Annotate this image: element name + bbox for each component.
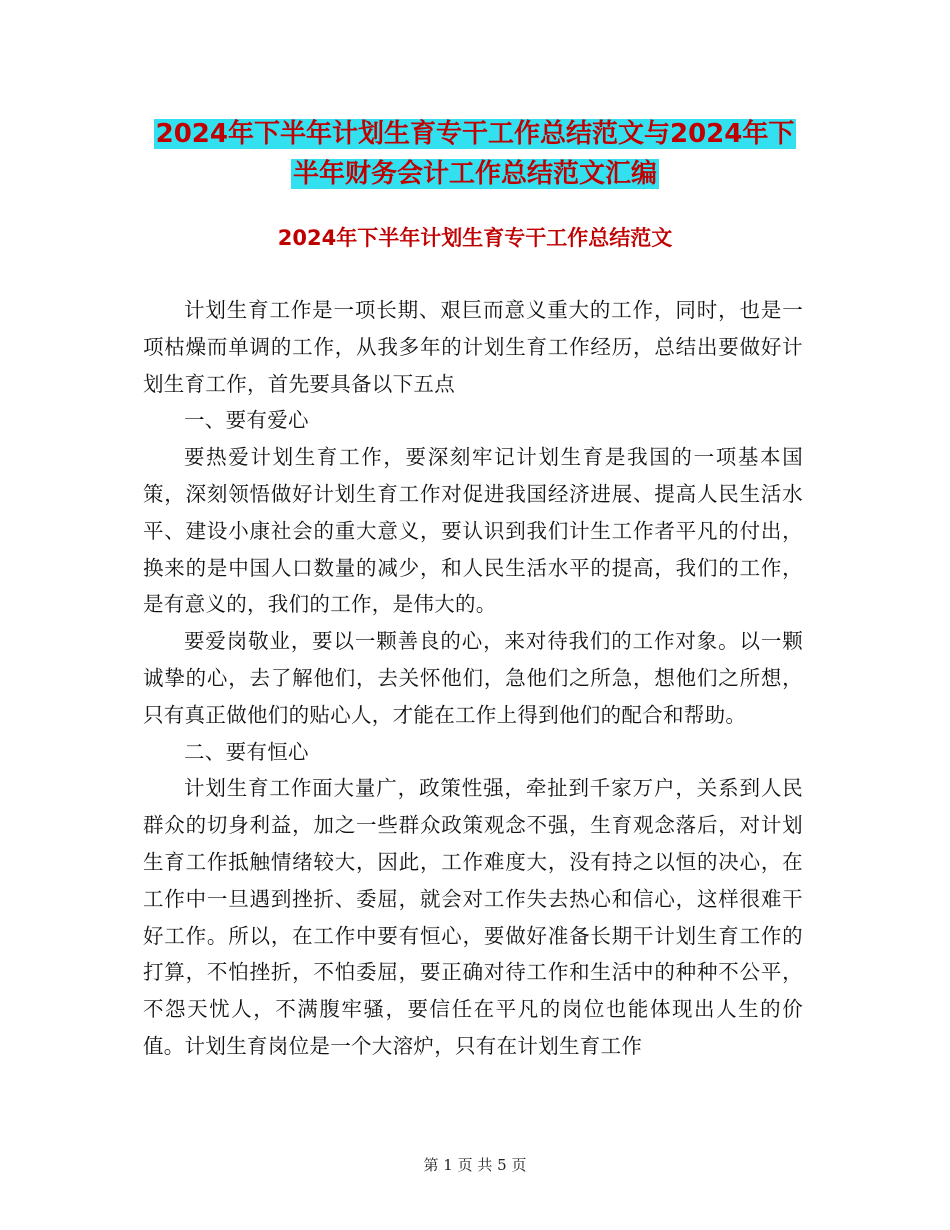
- title-highlight: 2024年下半年计划生育专干工作总结范文与2024年下: [155, 119, 795, 149]
- paragraph-perseverance: 计划生育工作面大量广，政策性强，牵扯到千家万户，关系到人民群众的切身利益，加之一些群众政策观念不强，生育观念落后，对计划生育工作抵触情绪较大，因此，工作难度大，没有持之以恒的决心，在工作中一旦遇到挫折、委屈，就会对工作失去热心和信心，这样很难干好工作。所以，在工作中要有恒心，要做好准备长期干计划生育工作的打算，不怕挫折，不怕委屈，要正确对待工作和生活中的种种不公平，不怨天忧人，不满腹牢骚，要信任在平凡的岗位也能体现出人生的价值。计划生育岗位是一个大溶炉，只有在计划生育工作: [143, 776, 803, 1058]
- paragraph-dedication: 要爱岗敬业，要以一颗善良的心，来对待我们的工作对象。以一颗诚挚的心，去了解他们，去关怀他们，急他们之所急，想他们之所想，只有真正做他们的贴心人，才能在工作上得到他们的配合和帮助。: [143, 629, 803, 727]
- paragraph-love-work: 要热爱计划生育工作，要深刻牢记计划生育是我国的一项基本国策，深刻领悟做好计划生育工作对促进我国经济进展、提高人民生活水平、建设小康社会的重大意义，要认识到我们计生工作者平凡的付出，换来的是中国人口数量的减少，和人民生活水平的提高，我们的工作，是有意义的，我们的工作，是伟大的。: [143, 445, 803, 617]
- document-title-line-2: [0, 150, 950, 198]
- title-highlight: 半年财务会计工作总结范文汇编: [292, 159, 657, 189]
- paragraph-heading-1: 一、要有爱心: [184, 408, 309, 433]
- page-footer: 第 1 页 共 5 页: [423, 1156, 527, 1174]
- document-body: [143, 292, 803, 1065]
- section-heading: 2024年下半年计划生育专干工作总结范文: [277, 226, 673, 250]
- paragraph-intro: 计划生育工作是一项长期、艰巨而意义重大的工作，同时，也是一项枯燥而单调的工作，从我多年的计划生育工作经历，总结出要做好计划生育工作，首先要具备以下五点: [143, 298, 803, 396]
- paragraph-heading-2: 二、要有恒心: [184, 739, 309, 764]
